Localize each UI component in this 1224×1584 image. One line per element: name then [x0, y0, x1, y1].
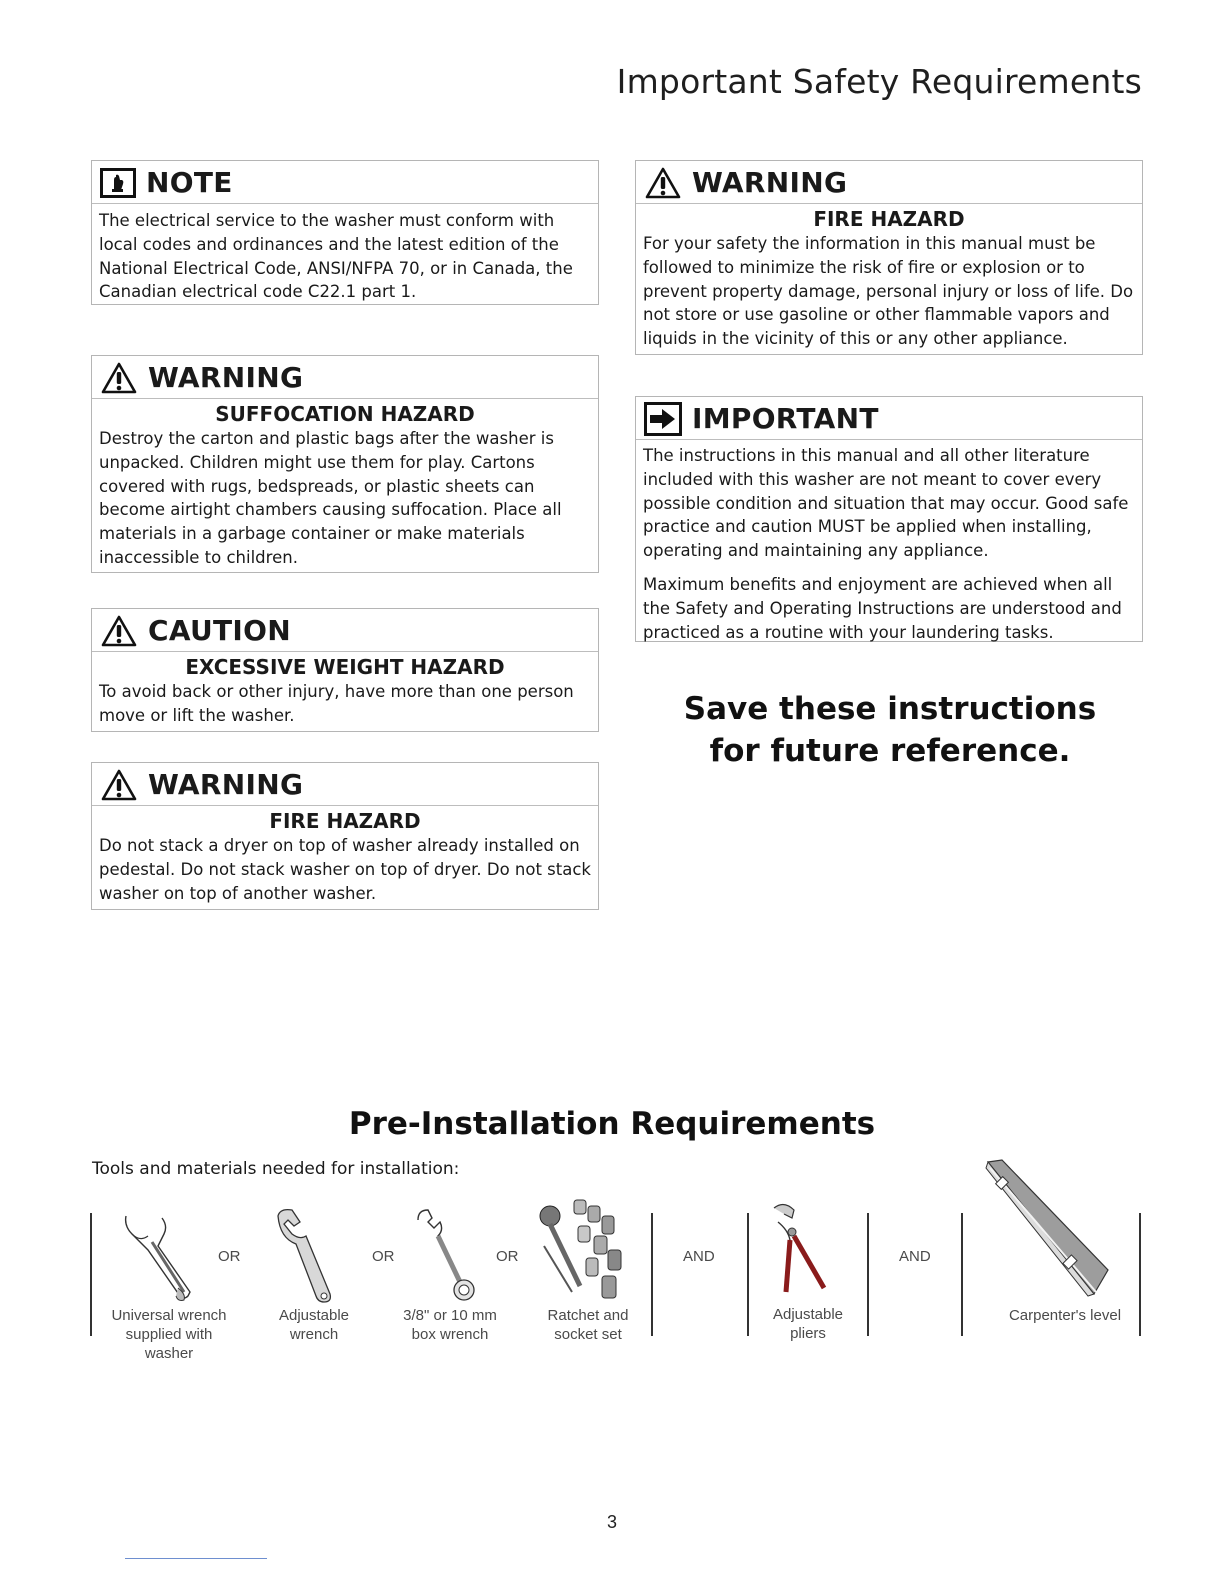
caution-label: CAUTION — [148, 614, 291, 647]
tool-label-adjustable-wrench: Adjustable wrench — [278, 1307, 350, 1343]
warning-suffocation-header — [92, 356, 598, 399]
warning-stack-box — [91, 762, 599, 910]
tool-label-box-wrench: 3/8" or 10 mm box wrench — [403, 1307, 497, 1343]
and-connector: AND — [683, 1248, 715, 1265]
save-line-1: Save these instructions — [683, 691, 1097, 727]
footer-rule — [125, 1558, 267, 1559]
warning-suffocation-box — [91, 355, 599, 573]
warning-triangle-icon — [100, 768, 138, 802]
box-wrench-icon — [412, 1208, 478, 1304]
tool-divider — [90, 1213, 92, 1336]
and-connector: AND — [899, 1248, 931, 1265]
warning-fire-header — [636, 161, 1142, 204]
hazard-subhead: EXCESSIVE WEIGHT HAZARD — [185, 655, 505, 679]
tool-label-level: Carpenter's level — [1008, 1307, 1122, 1324]
hazard-subhead: FIRE HAZARD — [813, 207, 965, 231]
tool-divider — [747, 1213, 749, 1336]
hazard-subhead: FIRE HAZARD — [269, 809, 421, 833]
level-icon — [984, 1158, 1114, 1298]
warning-fire-box — [635, 160, 1143, 355]
warning-fire-text: For your safety the information in this manual must be followed to minimize the risk of fire or explosion or to prevent property damage, personal injury or loss of life. Do not store or use gasoline or other flammable vapors and liquids in the vicinity of this or any other appliance. — [643, 234, 1134, 349]
arrow-right-box-icon — [644, 402, 682, 436]
tool-divider — [867, 1213, 869, 1336]
important-text-1: The instructions in this manual and all other literature included with this washer are not meant to cover every possible condition and situation that may occur. Good safe practice and caution MUST be applied when installing, operating and maintaining any appliance. — [643, 446, 1129, 561]
warning-label: WARNING — [148, 768, 304, 801]
hazard-subhead: SUFFOCATION HAZARD — [215, 402, 475, 426]
important-label: IMPORTANT — [692, 402, 879, 435]
save-line-2: for future reference. — [709, 733, 1071, 769]
save-instructions-note — [640, 688, 1140, 772]
pre-installation-title: Pre-Installation Requirements — [348, 1106, 876, 1142]
ratchet-socket-icon — [536, 1196, 628, 1306]
warning-triangle-icon — [100, 361, 138, 395]
note-text: The electrical service to the washer must conform with local codes and ordinances and the latest edition of the National Electrical Code, ANSI/NFPA 70, or in Canada, the Canadian electrical code C22.1 part 1. — [99, 211, 573, 302]
tool-divider — [651, 1213, 653, 1336]
important-text-2: Maximum benefits and enjoyment are achieved when all the Safety and Operating Instructions are understood and practiced as a routine with your laundering tasks. — [643, 574, 1122, 642]
note-box — [91, 160, 599, 305]
note-label: NOTE — [146, 166, 233, 199]
or-connector: OR — [218, 1248, 241, 1265]
page-title: Important Safety Requirements — [616, 62, 1142, 101]
pliers-icon — [764, 1200, 836, 1296]
tool-label-ratchet-socket: Ratchet and socket set — [547, 1307, 629, 1343]
important-box — [635, 396, 1143, 642]
tools-intro: Tools and materials needed for installation: — [92, 1159, 460, 1179]
or-connector: OR — [372, 1248, 395, 1265]
caution-header — [92, 609, 598, 652]
warning-label: WARNING — [692, 166, 848, 199]
note-header — [92, 161, 598, 204]
caution-weight-text: To avoid back or other injury, have more than one person move or lift the washer. — [99, 682, 574, 725]
note-hand-icon — [100, 168, 136, 198]
important-header — [636, 397, 1142, 440]
warning-stack-header — [92, 763, 598, 806]
warning-label: WARNING — [148, 361, 304, 394]
warning-stack-text: Do not stack a dryer on top of washer already installed on pedestal. Do not stack washer on top of dryer. Do not stack washer on top of another washer. — [99, 836, 591, 903]
tool-divider — [961, 1213, 963, 1336]
universal-wrench-icon — [118, 1212, 202, 1304]
caution-weight-box — [91, 608, 599, 732]
tool-label-universal-wrench: Universal wrench supplied with washer — [111, 1307, 227, 1362]
adjustable-wrench-icon — [270, 1206, 342, 1306]
or-connector: OR — [496, 1248, 519, 1265]
page-number: 3 — [606, 1512, 617, 1532]
warning-triangle-icon — [644, 166, 682, 200]
warning-suffocation-text: Destroy the carton and plastic bags after the washer is unpacked. Children might use them for play. Cartons covered with rugs, bedspreads, or plastic sheets can become airtight chambers causing suffocation. Place all materials in a garbage container or make materials inaccessible to children. — [99, 429, 562, 567]
tool-label-pliers: Adjustable pliers — [772, 1306, 844, 1342]
warning-triangle-icon — [100, 614, 138, 648]
